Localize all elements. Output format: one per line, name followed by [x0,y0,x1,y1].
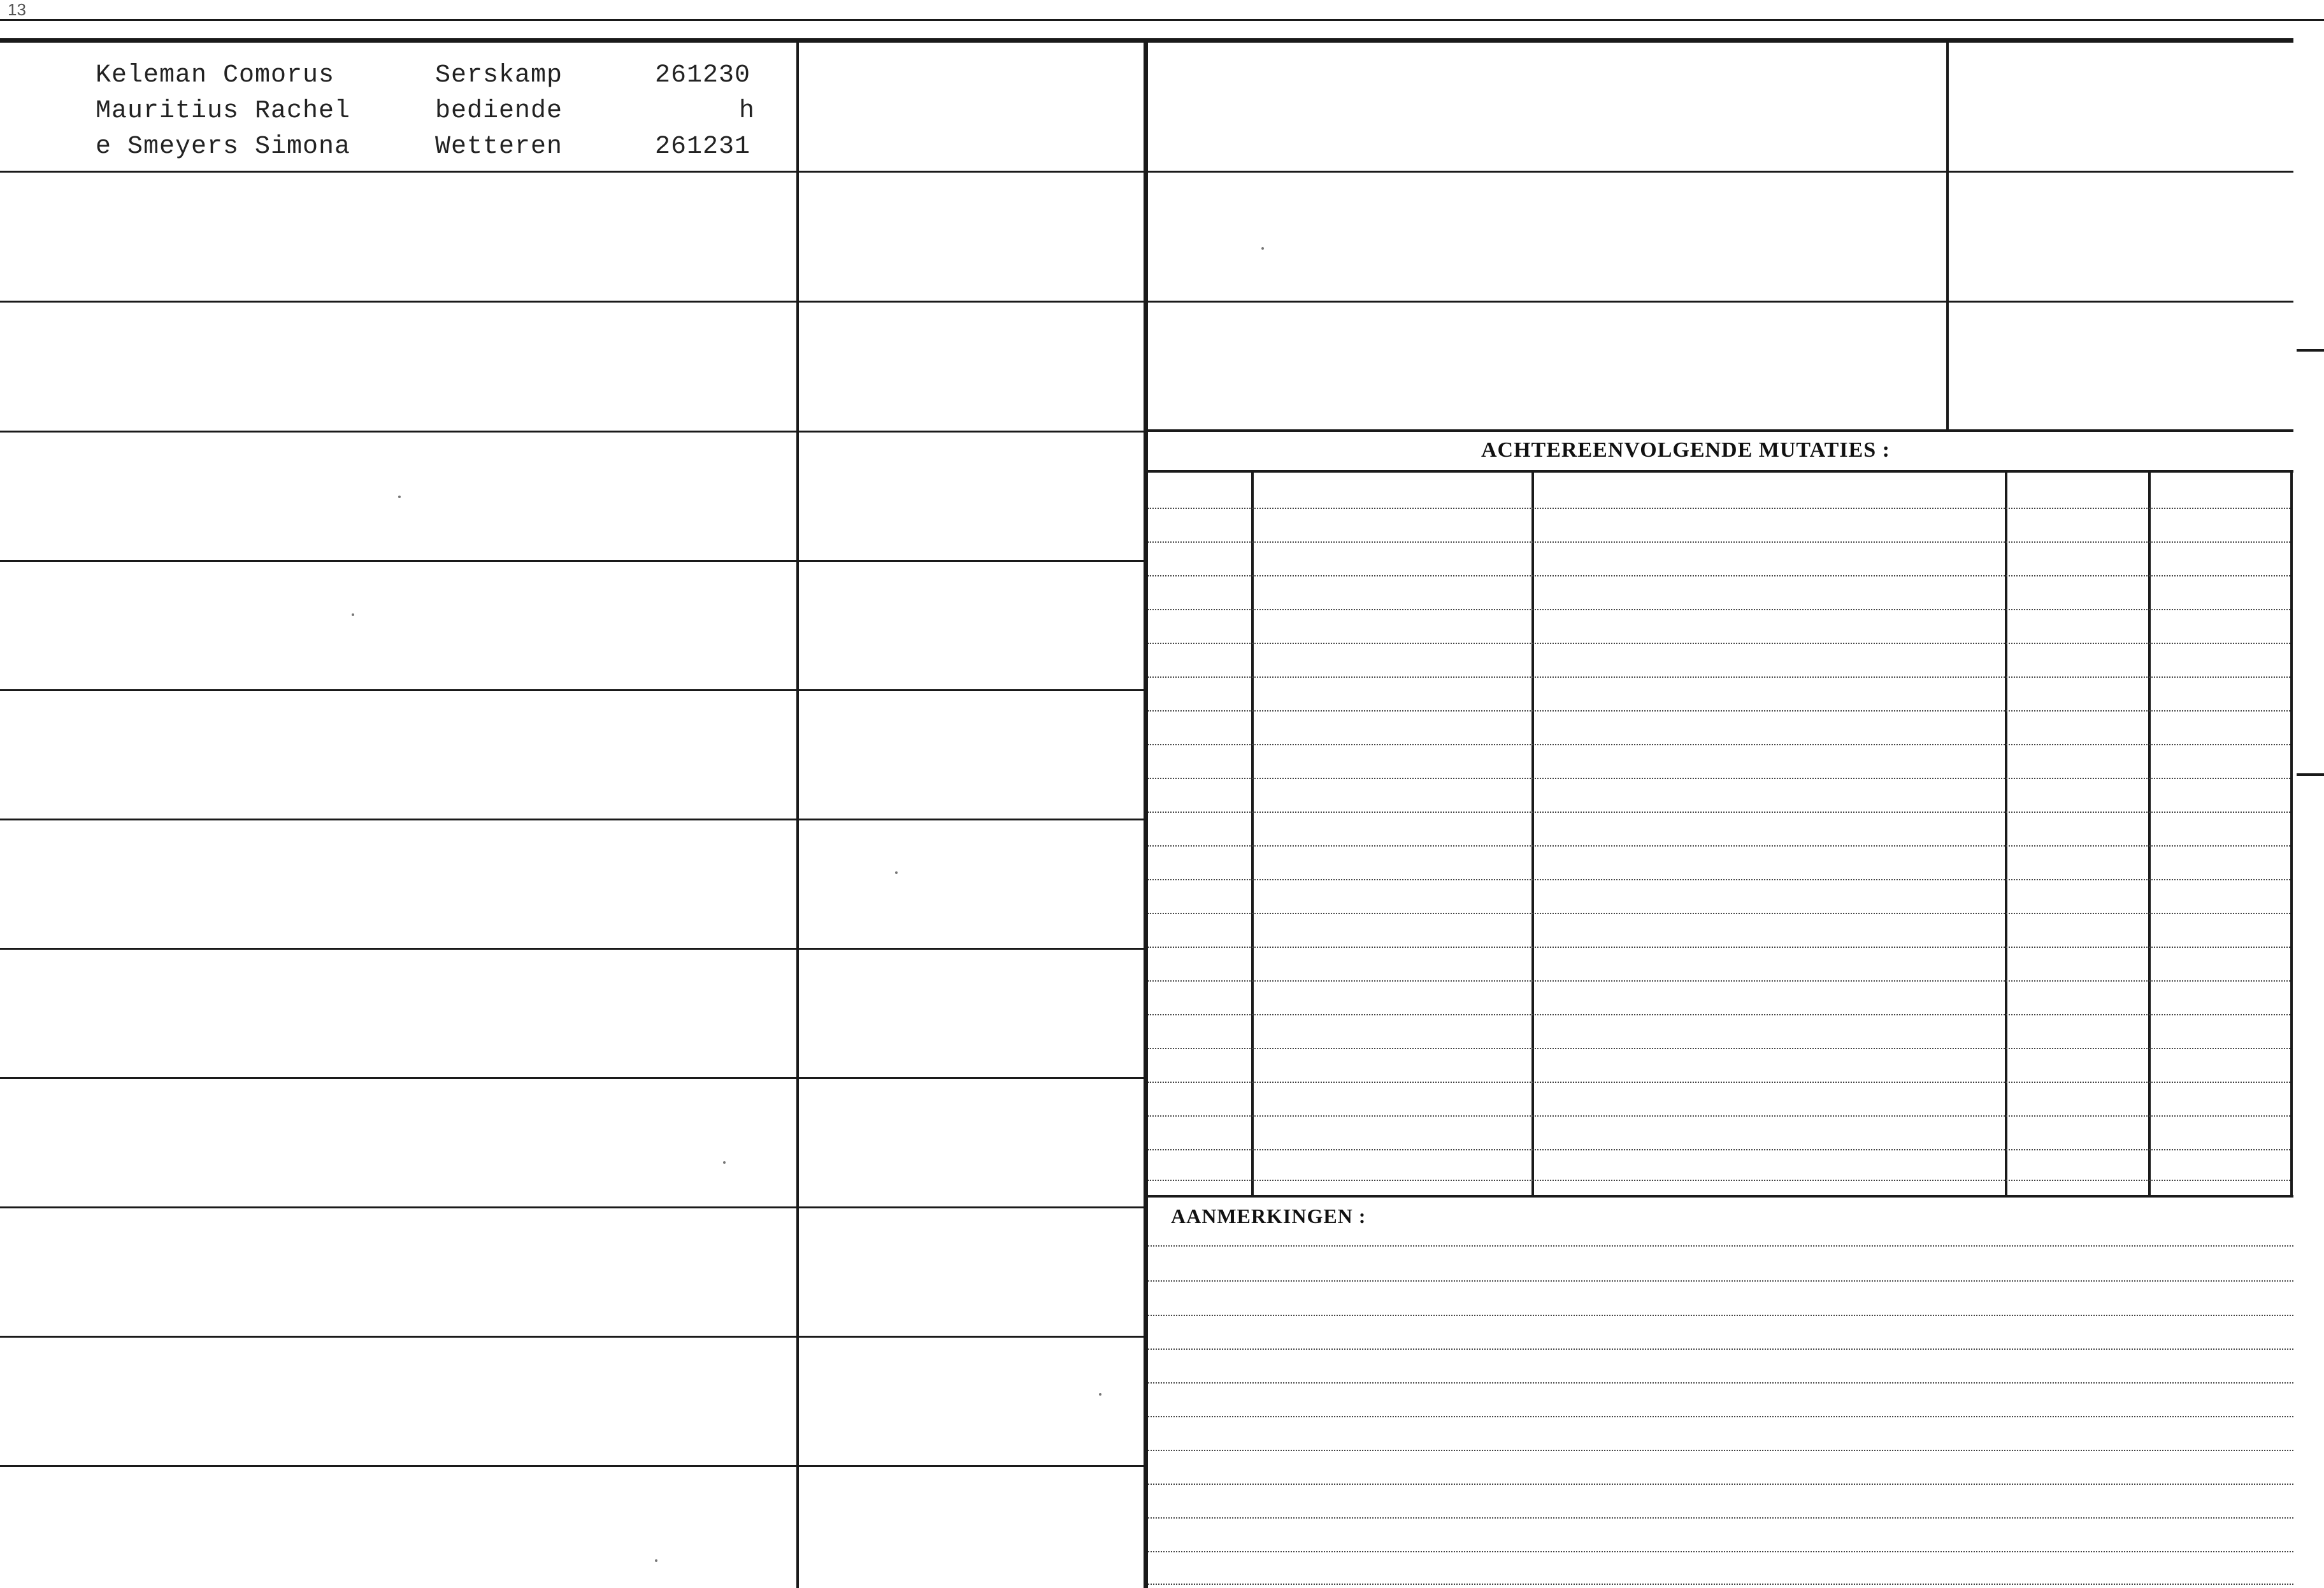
column-divider-1 [796,43,799,1588]
scan-speck [655,1559,657,1562]
scan-speck [723,1161,726,1164]
top-box-line [1148,171,2293,173]
entry-name-3: e Smeyers Simona [96,132,351,161]
remarks-heading: AANMERKINGEN : [1171,1205,1366,1227]
entry-number-1: 261230 [655,61,751,90]
column-divider-2 [1144,43,1148,1588]
mutations-row-line [1148,676,2290,678]
mutations-bottom-line [1148,1195,2293,1198]
mutations-header-line [1148,470,2293,473]
entry-place-1: Serskamp [435,61,563,90]
left-row-line [0,431,1144,433]
scan-speck [352,613,354,616]
mutations-row-line [1148,913,2290,914]
remarks-line [1148,1484,2293,1485]
corner-mark: 13 [8,0,26,19]
left-row-line [0,1336,1144,1338]
entry-place-2: bediende [435,97,563,125]
edge-tick [2297,349,2324,352]
edge-tick [2297,773,2324,776]
mutations-row-line [1148,1115,2290,1117]
remarks-line [1148,1416,2293,1417]
remarks-line [1148,1382,2293,1384]
top-box-divider [1946,43,1949,429]
left-row-line [0,1465,1144,1467]
remarks-line [1148,1551,2293,1552]
mutations-row-line [1148,541,2290,543]
mutations-row-line [1148,643,2290,644]
mutations-row-line [1148,609,2290,610]
mutations-row-line [1148,508,2290,509]
left-row-line [0,948,1144,950]
left-row-line [0,560,1144,562]
scan-speck [1099,1393,1101,1396]
left-row-line [0,171,1144,173]
entry-name-2: Mauritius Rachel [96,97,351,125]
mutations-row-line [1148,812,2290,813]
mutations-row-line [1148,710,2290,712]
entry-place-3: Wetteren [435,132,563,161]
remarks-line [1148,1450,2293,1451]
remarks-line [1148,1517,2293,1519]
scan-speck [398,496,401,498]
mutations-row-line [1148,879,2290,880]
mutations-row-line [1148,980,2290,982]
remarks-line [1148,1245,2293,1247]
scan-speck [1261,247,1264,250]
mutations-row-line [1148,1048,2290,1049]
left-row-line [0,1206,1144,1208]
left-row-line [0,1077,1144,1079]
mutations-row-line [1148,778,2290,779]
mutations-column-line [2148,473,2151,1196]
top-border [0,19,2324,21]
mutations-column-line [2005,473,2007,1196]
mutations-row-line [1148,1149,2290,1150]
mutations-heading: ACHTEREENVOLGENDE MUTATIES : [1481,438,1890,462]
left-row-line [0,689,1144,691]
mutations-column-line [1251,473,1254,1196]
top-box-line [1148,301,2293,303]
mutations-row-line [1148,1082,2290,1083]
entry-number-3: 261231 [655,132,751,161]
mutations-row-line [1148,845,2290,847]
mutations-right-border [2290,473,2293,1196]
scan-speck [895,871,898,874]
mutations-row-line [1148,744,2290,745]
top-border-thick [0,38,2293,43]
remarks-line [1148,1315,2293,1316]
mutations-row-line [1148,947,2290,948]
left-row-line [0,819,1144,820]
left-row-line [0,301,1144,303]
entry-name-1: Keleman Comorus [96,61,335,90]
remarks-line [1148,1584,2293,1585]
remarks-line [1148,1280,2293,1282]
remarks-line [1148,1348,2293,1350]
mutations-top-line [1148,429,2293,432]
mutations-column-line [1531,473,1534,1196]
entry-number-2: h [739,97,756,125]
mutations-row-line [1148,1180,2290,1181]
mutations-row-line [1148,575,2290,576]
mutations-row-line [1148,1014,2290,1015]
